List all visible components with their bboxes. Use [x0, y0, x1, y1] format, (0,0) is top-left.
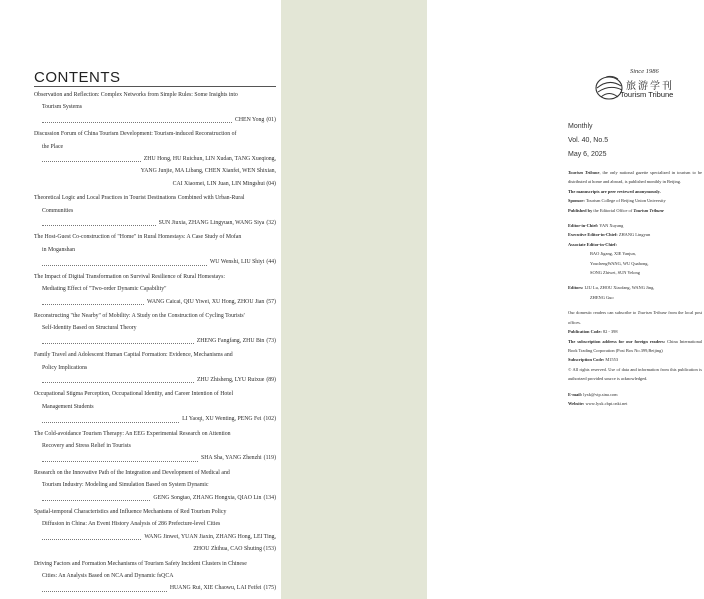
toc-authors: CHEN Yong [235, 116, 265, 123]
subscription-block [568, 308, 702, 383]
toc-authors: ZHU Hong, HU Ruichun, LIN Xudan, TANG Xueqiong, [143, 156, 276, 163]
journal-logo [580, 68, 700, 118]
email: E-mail: lyxk@vip.sina.com [568, 391, 618, 397]
toc-page-number: (57) [266, 298, 276, 305]
toc-title-line: The Cold-avoidance Tourism Therapy: An EEG Experimental Research on Attention [34, 430, 231, 437]
since-year: Since 1986 [630, 68, 659, 75]
toc-authors: WANG Caicai, QIU Yiwei, XU Hong, ZHOU Jian [147, 298, 265, 305]
journal-info [568, 168, 702, 414]
toc-page-number: (44) [266, 259, 276, 266]
toc-entry [34, 558, 276, 595]
editors: Editors: LIU Lu, ZHOU Xiaofang, WANG Jing, [568, 285, 655, 291]
toc-entry [34, 428, 276, 465]
description: Tourism Tribune, the only national gazette specialized in tourism to be distributed at home and abroad, is published monthly in Beijing. [568, 170, 702, 185]
dot-leader [42, 304, 144, 305]
toc-authors: HUANG Rui, XIE Chaowu, LAI Feifei [169, 585, 262, 592]
toc-authors: SUN Jiuxia, ZHANG Lingyuan, WANG Siya [158, 220, 265, 227]
toc-page-number: (01) [266, 116, 276, 123]
dot-leader [42, 225, 156, 226]
toc-entry [34, 349, 276, 386]
toc-title-line: Theoretical Logic and Local Practices in Tourist Destinations Combined with Urban-Rural [34, 195, 245, 202]
toc-author-continued: CAI Xiaomei, LIN Juan, LIN Mingshui (04) [172, 180, 276, 187]
toc-title-line: Family Travel and Adolescent Human Capital Formation: Evidence, Mechanisms and [34, 352, 233, 359]
toc-title-line: Policy Implications [42, 364, 88, 371]
frequency: Monthly [568, 123, 593, 130]
toc-page-number: (73) [266, 337, 276, 344]
editors-block [568, 283, 702, 302]
toc-title-line: the Place [42, 143, 64, 150]
toc-author-line [34, 413, 276, 425]
toc-author-continued: YANG Junjie, MA Libang, CHEN Xianfei, WEN Shixian, [140, 168, 276, 175]
contents-heading: CONTENTS [34, 69, 121, 86]
heading-divider [34, 86, 276, 87]
toc-title-line: Self-Identity Based on Structural Theory [42, 325, 137, 332]
toc-title-line: Mediating Effect of "Two-order Dynamic Capability" [42, 286, 167, 293]
subscription-code: Subscription Code: M1553 [568, 357, 619, 363]
dot-leader [42, 265, 207, 266]
toc-title-line: Driving Factors and Formation Mechanisms of Tourism Safety Incident Clusters in Chinese [34, 560, 247, 567]
toc-title-line: in Moganshan [42, 246, 76, 253]
toc-title-line: Recovery and Stress Relief in Tourists [42, 442, 131, 449]
toc-authors: GENG Songtao, ZHANG Hongxia, QIAO Lin [153, 494, 262, 501]
contents-panel [0, 0, 281, 599]
toc-entry [34, 388, 276, 425]
toc-entry [34, 310, 276, 347]
toc-page-number: (32) [266, 220, 276, 227]
toc-title-line: Tourism Systems [42, 104, 83, 111]
toc-title-line: Spatial-temporal Characteristics and Influence Mechanisms of Red Tourism Policy [34, 509, 227, 515]
toc-title-line: Research on the Innovative Path of the Integration and Development of Medical and [34, 469, 230, 476]
toc-author-line [34, 452, 276, 464]
publisher: Published by the Editorial Office of Tourism Tribune [568, 207, 664, 213]
issue-meta [568, 120, 704, 162]
chinese-title: 旅游学刊 [626, 81, 674, 92]
associate-editors-label: Associate Editor-in-Chief: [568, 241, 617, 247]
toc-title-line: Discussion Forum of China Tourism Development: Tourism-induced Reconstruction of [34, 131, 237, 138]
toc-author-line [34, 374, 276, 386]
dot-leader [42, 539, 141, 540]
dot-leader [42, 161, 141, 162]
toc-title-line: Diffusion in China: An Event History Analysis of 286 Prefecture-level Cities [42, 521, 221, 528]
toc-page-number: (89) [266, 376, 276, 383]
editors-continued: ZHENG Guo [590, 294, 614, 300]
dot-leader [42, 382, 194, 383]
toc-title-line: Cities: An Analysis Based on NCA and Dynamic fsQCA [42, 573, 174, 580]
toc-entry [34, 231, 276, 268]
toc-author-line [34, 296, 276, 308]
toc-page-number: (134) [263, 494, 276, 501]
toc-title-line: Tourism Industry: Modeling and Simulation Based on System Dynamic [42, 482, 209, 489]
toc-authors: SHA Sha, YANG Zhenzhi [201, 455, 262, 462]
toc-authors: WANG Jinwei, YUAN Jiaxin, ZHANG Hong, LEI Ting, [144, 533, 276, 540]
toc-title-line: The Impact of Digital Transformation on Survival Resilience of Rural Homestays: [34, 273, 225, 280]
toc-authors: ZHENG Fangfang, ZHU Bin [196, 337, 265, 344]
toc-title-line: Occupational Stigma Perception, Occupational Identity, and Career Intention of Hotel [34, 391, 234, 398]
toc-title-line: Observation and Reflection: Complex Networks from Simple Rules: Some Insights into [34, 92, 238, 98]
english-title: Tourism Tribune [620, 90, 674, 99]
toc-author-line [34, 531, 276, 543]
toc-page-number: (175) [263, 585, 276, 592]
toc-title-line: The Host-Guest Co-construction of "Home" in Rural Homestays: A Case Study of Mofan [34, 234, 242, 241]
subscribe-note: Our domestic readers can subscribe to Tourism Tribune from the local post offices. [568, 310, 703, 325]
publication-code: Publication Code: 82 - 398 [568, 329, 618, 335]
toc-author-line [34, 256, 276, 268]
toc-author-continued: ZHOU Zhihua, CAO Shuting (153) [193, 546, 276, 553]
associate-editor-line: SONG Zhiwei, SUN Yelong [590, 270, 640, 276]
website: Website: www.lyxk.cbpt.cnki.net [568, 400, 628, 406]
associate-editor-line: YouchengWANG, WU Quahong, [590, 260, 649, 266]
issue-date: May 6, 2025 [568, 151, 607, 158]
toc-page-number: (119) [263, 455, 276, 462]
description-block [568, 168, 702, 215]
toc-entry [34, 89, 276, 126]
dot-leader [42, 500, 150, 501]
toc-author-line [34, 153, 276, 165]
toc-page-number: (102) [263, 416, 276, 423]
toc-entry [34, 467, 276, 504]
toc-title-line: Management Students [42, 403, 94, 410]
dot-leader [42, 122, 232, 123]
volume: Vol. 40, No.5 [568, 137, 609, 144]
journal-info-panel [281, 0, 703, 599]
rights-note: © All rights reserved. Use of data and information from this publication is authorized provided source is acknowledged. [568, 366, 702, 382]
dot-leader [42, 461, 198, 462]
toc-authors: ZHU Zhisheng, LYU Ruixue [196, 376, 265, 383]
peer-review-note: The manuscripts are peer reviewed anonymously. [568, 188, 661, 194]
contact-block [568, 390, 702, 409]
toc-author-line [34, 582, 276, 594]
toc-authors: LI Yaoqi, XU Wenting, PENG Fei [182, 416, 262, 423]
toc-author-line [34, 114, 276, 126]
dot-leader [42, 343, 194, 344]
toc-authors: WU Wenshi, LIU Shiyi [209, 259, 265, 266]
toc-entry [34, 192, 276, 229]
toc-author-line [34, 217, 276, 229]
executive-editor: Executive Editor-in-Chief: ZHANG Lingyun [568, 232, 651, 238]
dot-leader [42, 591, 167, 592]
foreign-subscription: The subscription address for our foreign readers: China International Book Trading Corporation (Post Box No.399,Beijing) [568, 338, 702, 353]
editorial-board [568, 221, 702, 277]
toc-entry [34, 506, 276, 556]
toc-entry [34, 128, 276, 190]
editor-in-chief: Editor-in-Chief: YAN Xuyang [568, 223, 624, 229]
associate-editor-line: BAO Jigang, XIE Yanjun, [590, 251, 636, 257]
toc-title-line: Reconstructing "the Nearby" of Mobility: A Study on the Construction of Cycling Tourists' [34, 312, 245, 319]
sponsor: Sponsor: Tourism College of Beijing Union University [568, 198, 666, 204]
toc-title-line: Communities [42, 207, 74, 214]
dot-leader [42, 422, 179, 423]
toc-entry [34, 271, 276, 308]
toc-author-line [34, 335, 276, 347]
toc-author-line [34, 492, 276, 504]
table-of-contents [34, 89, 276, 597]
